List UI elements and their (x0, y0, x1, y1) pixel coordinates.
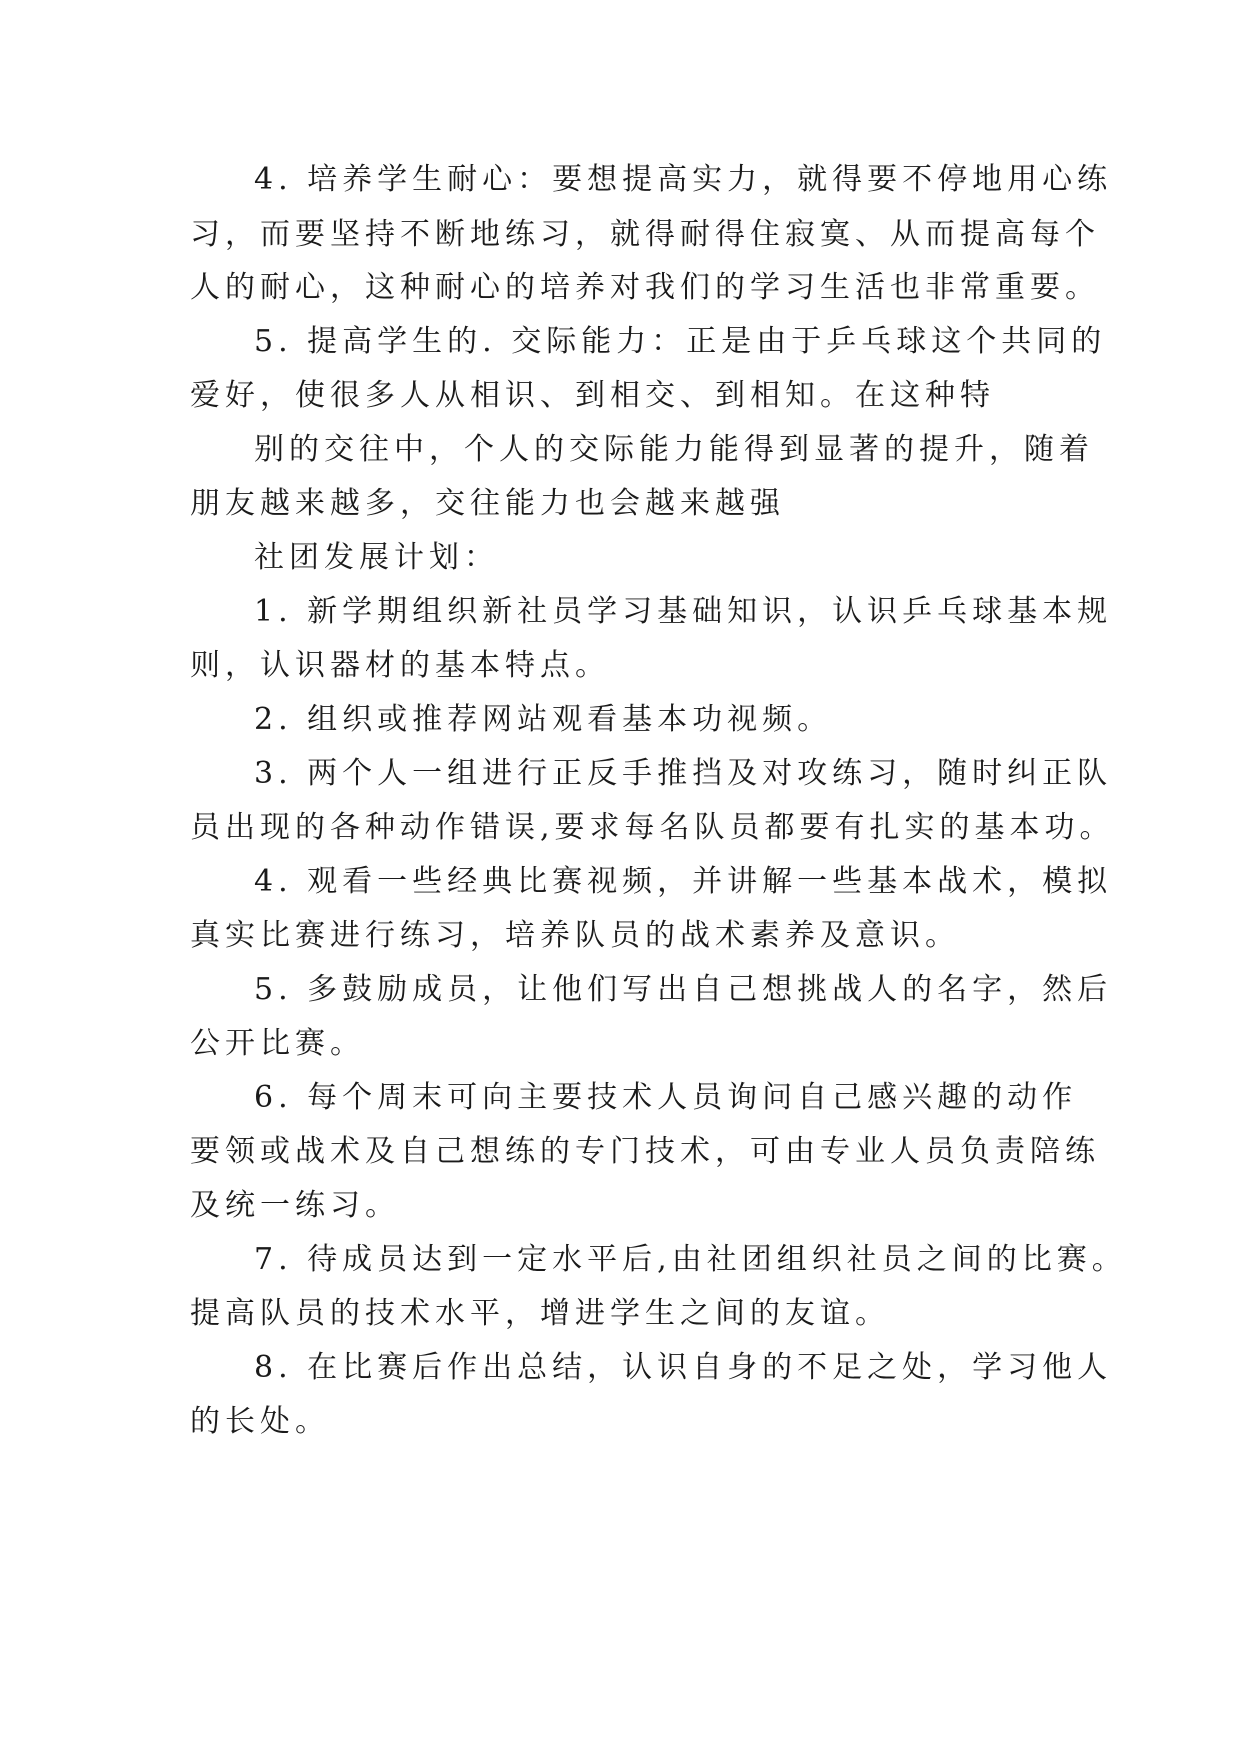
text-line: 要领或战术及自己想练的专门技术，可由专业人员负责陪练 (190, 1134, 1100, 1169)
text-line: 真实比赛进行练习，培养队员的战术素养及意识。 (190, 918, 960, 953)
text-line: 3. 两个人一组进行正反手推挡及对攻练习，随时纠正队 (254, 756, 1113, 791)
text-line: 4. 培养学生耐心：要想提高实力，就得要不停地用心练 (254, 162, 1113, 197)
text-line: 公开比赛。 (190, 1026, 365, 1061)
text-line: 4. 观看一些经典比赛视频，并讲解一些基本战术，模拟 (254, 864, 1113, 899)
text-line: 提高队员的技术水平，增进学生之间的友谊。 (190, 1296, 890, 1331)
section-heading: 社团发展计划： (254, 540, 499, 575)
text-line: 人的耐心，这种耐心的培养对我们的学习生活也非常重要。 (190, 270, 1100, 305)
text-line: 爱好，使很多人从相识、到相交、到相知。在这种特 (190, 378, 995, 413)
text-line: 2. 组织或推荐网站观看基本功视频。 (254, 702, 833, 737)
text-line: 及统一练习。 (190, 1188, 400, 1223)
text-line: 习，而要坚持不断地练习，就得耐得住寂寞、从而提高每个 (190, 217, 1100, 252)
text-line: 6. 每个周末可向主要技术人员询问自己感兴趣的动作 (254, 1080, 1078, 1115)
text-line: 7. 待成员达到一定水平后,由社团组织社员之间的比赛。 (254, 1242, 1127, 1277)
text-line: 朋友越来越多，交往能力也会越来越强 (190, 486, 785, 521)
text-line: 员出现的各种动作错误,要求每名队员都要有扎实的基本功。 (190, 810, 1115, 845)
text-line: 的长处。 (190, 1404, 330, 1439)
text-line: 5. 多鼓励成员，让他们写出自己想挑战人的名字，然后 (254, 972, 1113, 1007)
text-line: 1. 新学期组织新社员学习基础知识，认识乒乓球基本规 (254, 594, 1113, 629)
text-line: 5. 提高学生的. 交际能力：正是由于乒乓球这个共同的 (254, 324, 1107, 359)
text-line: 8. 在比赛后作出总结，认识自身的不足之处，学习他人 (254, 1350, 1113, 1385)
text-line: 别的交往中，个人的交际能力能得到显著的提升，随着 (254, 432, 1094, 467)
text-line: 则，认识器材的基本特点。 (190, 648, 610, 683)
